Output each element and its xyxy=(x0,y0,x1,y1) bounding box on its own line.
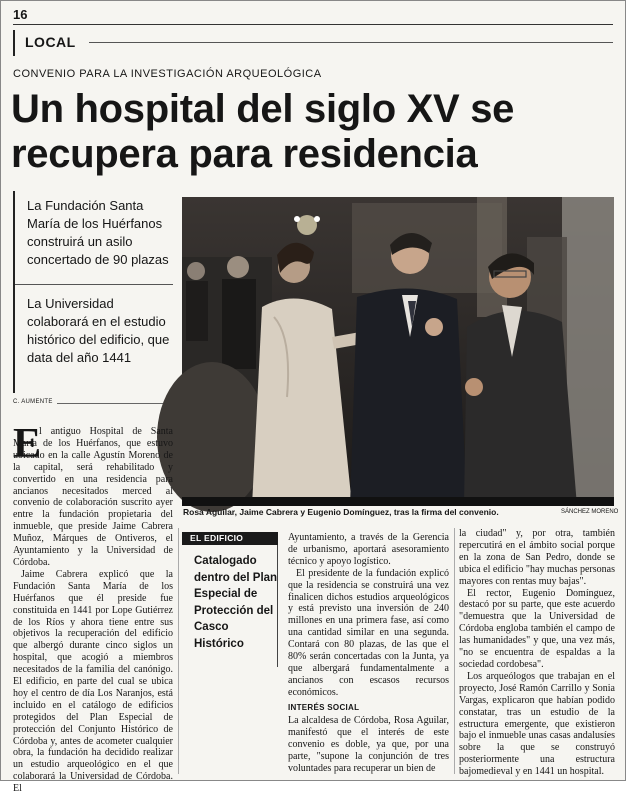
subheading: INTERÉS SOCIAL xyxy=(288,703,360,712)
column-rule xyxy=(178,528,179,774)
article-column-1 xyxy=(13,421,173,795)
kicker: CONVENIO PARA LA INVESTIGACIÓN ARQUEOLÓGICA xyxy=(13,68,322,80)
headline-line-2: recupera para residencia xyxy=(11,132,478,176)
drop-cap: E xyxy=(13,421,42,467)
article-column-3 xyxy=(459,528,615,778)
article-paragraph: Ayuntamiento, a través de la Gerencia de urbanismo, aportará asesoramiento técnico y apoyo logístico. xyxy=(288,532,449,567)
top-rule xyxy=(13,24,613,25)
article-paragraph: El rector, Eugenio Domínguez, destacó por su parte, que este acuerdo "demuestra que la Universidad de Córdoba engloba también el campo de las humanidades" y que, una vez más, "no se encuentra de espaldas a la sociedad cordobesa". xyxy=(459,587,615,670)
credit-rule xyxy=(57,403,173,404)
article-paragraph: El presidente de la fundación explicó que la residencia se construirá una vez finalicen dichos estudios arqueológicos y está previsto una inversión de 240 millones en una primera fase, así como una cantidad similar en una segunda. Contará con 80 plazas, de las que el 80% serán concertadas con la Junta, ya que albergará fundamentalmente a ancianos con escasos recursos económicos. xyxy=(288,567,449,698)
section-rule xyxy=(89,42,613,43)
sidebar-heading-bar xyxy=(182,532,278,545)
summary-item-foundation: La Fundación Santa María de los Huérfanos construirá un asilo concertado de 90 plazas xyxy=(27,198,169,267)
section-header xyxy=(13,30,613,56)
article-paragraph: La alcaldesa de Córdoba, Rosa Aguilar, manifestó que el interés de este convenio es doble, ya que, por una parte, "supone la conjunción de tres voluntades para recuperar un bien de xyxy=(288,715,449,774)
page-number: 16 xyxy=(13,7,28,22)
sidebar-heading: EL EDIFICIO xyxy=(190,533,244,543)
article-column-2-continued xyxy=(288,715,449,775)
sidebar-box xyxy=(182,532,278,667)
article-paragraph: Jaime Cabrera explicó que la Fundación Santa María de los Huérfanos que él preside fue constituida en 1441 por Lope Gutiérrez de los Ríos y ahora tiene entre sus objetivos la recuperación del edificio que albergó durante cinco siglos un hospital, que acogió a miembros necesitados de la familia del canónigo. El edificio, en parte del cual se ubica hoy el centro de día Los Naranjos, está incluido en el catálogo de edificios protegidos del Plan Especial de protección del Conjunto Histórico de Córdoba y, antes de acometer cualquier obra, la fundación ha decidido realizar un estudio arqueológico en el que colaborará la Universidad de Córdoba. El xyxy=(13,568,173,795)
article-column-2 xyxy=(288,532,449,699)
column-rule xyxy=(454,528,455,774)
summary-divider xyxy=(15,284,173,285)
photo-illustration xyxy=(182,197,614,506)
article-paragraph: la ciudad" y, por otra, también repercutirá en el ámbito social porque en la zona de San Pedro, donde se ubica el edificio "hay muchas personas mayores con rentas muy bajas". xyxy=(459,528,615,587)
sidebar-text: Catalogado dentro del Plan Especial de Protección del Casco Histórico xyxy=(194,555,278,650)
article-paragraph: Los arqueólogos que trabajan en el proyecto, José Ramón Carrillo y Sonia Vargas, explicaron que habían podido constatar, tras un estudio de la estructura emergente, que existieron bajo el inmueble unas casas andalusíes sobre la que se construyó posteriormente una estructura bajomedieval y en 1441 un hospital. xyxy=(459,670,615,778)
section-label: LOCAL xyxy=(25,34,76,50)
summary-item-university: La Universidad colaborará en el estudio histórico del edificio, que data del año 1441 xyxy=(27,296,170,365)
news-photo xyxy=(182,197,614,506)
author-credit: C. AUMENTE xyxy=(13,399,53,405)
summary-box xyxy=(13,191,171,393)
photo-caption: Rosa Aguilar, Jaime Cabrera y Eugenio Domínguez, tras la firma del convenio. xyxy=(183,507,499,517)
headline-line-1: Un hospital del siglo XV se xyxy=(11,87,515,131)
photo-credit: SÁNCHEZ MORENO xyxy=(561,509,619,515)
headline xyxy=(11,87,617,177)
article-paragraph: l antiguo Hospital de Santa María de los Huérfanos, que estuvo ubicado en la calle Agustín Moreno de la capital, será rehabilitado y convertido en una residencia para ancianos necesitados merced al convenio de colaboración suscrito ayer entre la fundación propietaria del inmueble, que preside Jaime Cabrera Muñoz, Márques de Ontiveros, el Ayuntamiento y la Universidad de Córdoba. xyxy=(13,426,173,568)
